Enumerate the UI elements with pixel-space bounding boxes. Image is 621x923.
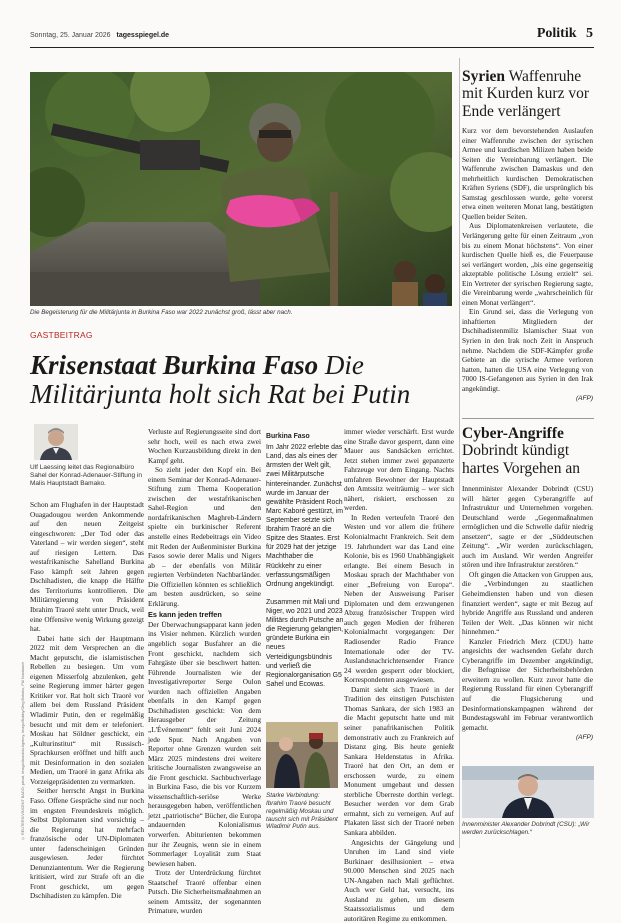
sidebar-cyber-headline <box>462 425 594 477</box>
paragraph: Kurz vor dem bevorstehenden Auslaufen einer Waffenruhe zwischen der syrischen Armee und kurdischen Milizen haben beide Seiten die Vereinbarung verlängert. Die Waffenruhe zwischen Damaskus und den mehrheitlich kurdischen Demokratischen Kräften Syriens (SDF), die ursprünglich bis Samstag geschlossen wurde, gelte vorerst etwa einen weiteren Monat lang, bestätigten Quellen beider Seiten. <box>462 126 593 221</box>
putin-traore-photo <box>266 722 338 788</box>
headline-rest: Die Militärjunta holt sich Rat bei Putin <box>30 350 411 410</box>
article-column-2 <box>148 427 261 916</box>
paragraph: Angesichts der Gängelung und Unruhen im Land sind viele Burkinaer desillusioniert – etwa 90.000 Menschen sind 2025 nach UN-Angaben nach Mali geflüchtet. Auch wer Geld hat, versucht, ins Ausland zu gehen, um diesem Staatssozialismus und dem autoritären Regime zu entkommen. <box>344 837 454 923</box>
author-caption: Ulf Laessing leitet das Regionalbüro Sahel der Konrad-Adenauer-Stiftung in Malis Hauptstadt Bamako. <box>30 464 143 488</box>
dobrindt-photo <box>462 766 594 818</box>
site-name: tagesspiegel.de <box>116 32 170 39</box>
source-tag: (AFP) <box>576 734 593 742</box>
putin-traore-caption: Starke Verbindung: Ibrahim Traoré besucht regelmäßig Moskau und tauscht sich mit Präsident Wladimir Putin aus. <box>266 792 338 831</box>
syria-title-bold: Syrien <box>462 68 506 85</box>
paragraph: Ein Grund sei, dass die Verlegung von inhaftierten Mitgliedern der Dschihadistenmiliz Islamischer Staat von Syrien in den Irak noch Zeit in Anspruch nehme. Nachdem die SDF-Kämpfer große Gebiete an die syrische Armee verloren hatten, hatten die USA eine Verlegung von 7000 IS-Gefangenen aus Syrien in den Irak angekündigt. <box>462 307 593 393</box>
source-tag: (AFP) <box>576 395 593 403</box>
sidebar-cyber-body <box>462 484 593 743</box>
header-rule <box>30 47 594 48</box>
paragraph: Der Überwachungsapparat kann jeden ins Visier nehmen. Kürzlich wurden angeblich sogar Busfahrer an die Front geschickt, nachdem sich Fahrgäste über sie beschwert hatten. Führende Journalisten wie der Investigativreporter Serge Oulon wurden nach offiziellen Angaben ebenfalls in den Kampf gegen Dschihadisten geschickt: Von dem Herausgeber der Zeitung „L'Événement“ fehlt seit Juni 2024 jede Spur. Nach Angaben von Reporter ohne Grenzen wurden seit März 2025 mindestens drei weitere kritische Journalisten zwangsweise an die Front geschickt. Sachbuchverlage in Burkina Faso, die bis vor Kurzem wissenschaftlich-seriöse Werke herausgegeben haben, veröffentlichen jetzt „patriotische“ Bücher, die Europa andauernden Kolonialismus vorwerfen. Abiturienten bekommen nur ihr Zeugnis, wenn sie in einem Sommerlager Loyalität zum Staat bewiesen haben. <box>148 619 261 868</box>
paragraph: immer wieder verschärft. Erst wurde eine Straße davor gesperrt, dann eine Mauer aus Sandsäcken errichtet. Jetzt stehen immer zwei gepanzerte Fahrzeuge vor dem Eingang. Nachts umfahren Bewohner der Hauptstadt den Amtssitz weiträumig – wer sich nähert, riskiert, erschossen zu werden. <box>344 427 454 513</box>
paragraph: Seither herrscht Angst in Burkina Faso. Offene Gespräche sind nur noch im engsten Freundeskreis möglich. Selbst Diplomaten sind vorsichtig – die Regierung hat mehrfach französische oder UN-Diplomaten unter fadenscheinigen Gründen ausgewiesen. Jeder fürchtet Denunziantentum. Wer die Regierung kritisiert, wird zur Strafe oft an die Front geschickt, um gegen Dschihadisten zu kämpfen. Die <box>30 786 144 901</box>
paragraph: Verluste auf Regierungsseite sind dort sehr hoch, weil es nach etwa zwei Wochen Kurzausbildung direkt in den Kampf geht. <box>148 427 261 465</box>
sidebar-divider <box>459 58 460 848</box>
info-box-title: Burkina Faso <box>266 433 310 440</box>
sidebar-syria-headline <box>462 68 594 120</box>
issue-date: Sonntag, 25. Januar 2026 <box>30 32 111 39</box>
paragraph: Trotz der Unterdrückung fürchtet Staatschef Traoré offenbar einen Putsch. Die Sicherheitsmaßnahmen an seinem Amtssitz, der sogenannten Primature, wurden <box>148 868 261 916</box>
section-header <box>537 26 593 42</box>
paragraph: Kanzler Friedrich Merz (CDU) hatte angesichts der wachsenden Gefahr durch Cyberangriffe im Dezember angekündigt, die Befugnisse der Sicherheitsbehörden erweitern zu wollen. Kurz zuvor hatte die Regierung Russland für einen Cyberangriff auf die Flugsicherung und Desinformationskampagnen während der Bundestagswahl im Februar verantwortlich gemacht. <box>462 636 593 732</box>
article-kicker: GASTBEITRAG <box>30 330 93 340</box>
author-photo <box>34 424 78 460</box>
syria-title-rest: Waffenruhe mit Kurden kurz vor Ende verlängert <box>462 68 589 120</box>
section-name: Politik <box>536 26 577 41</box>
headline-bold: Krisenstaat Burkina Faso <box>30 350 319 380</box>
subheading: Es kann jeden treffen <box>148 610 222 620</box>
paragraph: Oft gingen die Attacken von Gruppen aus, die „Verbindungen zu staatlichen Geheimdiensten haben und von diesen finanziert werden“, sagte er mit Bezug auf hybride Angriffe aus Russland und anderen Teilen der Welt. „Das können wir nicht hinnehmen.“ <box>462 569 593 637</box>
paragraph: Aus Diplomatenkreisen verlautete, die Verlängerung gelte für einen Zeitraum „von bis zu einem Monat höchstens“. Von einer kurdischen Quelle hieß es, die Feuerpause sei verlängert worden, „bis eine gegenseitig akzeptable politische Lösung erzielt“ sei. Ein Vertreter der syrischen Regierung sagte, die Vereinbarung werde „wahrscheinlich für einen Monat verlängert“. <box>462 221 593 307</box>
paragraph: Damit sieht sich Traoré in der Tradition des einstigen Putschisten Thomas Sankara, der sich 1983 an die Macht geputscht hatte und mit seiner panafrikanischen Politik demonstrativ auch zu Frankreich auf Distanz ging. Bis heute genießt Sankara Heldenstatus in Afrika. Traoré hat den Ort, an dem er erschossen wurde, zu einem Monument umgebaut und dessen sterbliche Überreste dorthin verlegt. Besucher werden vor dem Grab ermahnt, sich zu verneigen. Auf auf Plakaten lässt sich der Traoré neben Sankara abbilden. <box>344 684 454 837</box>
article-column-1 <box>30 500 144 901</box>
page-number: 5 <box>586 26 593 41</box>
sidebar-syria-body <box>462 126 593 404</box>
article-column-4 <box>344 427 454 923</box>
cyber-title-rest: Dobrindt kündigt hartes Vorgehen an <box>462 442 580 477</box>
info-box-paragraph: Zusammen mit Mali und Niger, wo 2021 und 2023 Militärs durch Putsche an die Regierung gelangten, gründete Burkina ein neues Verteidigungsbündnis und verließ die Regionalorganisation G5 Sahel und Ecowas. <box>266 598 344 688</box>
paragraph: In Reden verteufeln Traoré den Westen und vor allem die frühere Kolonialmacht Frankreich. Seit dem 19. Jahrhundert war das Land eine Kolonie, bis es 1960 Unabhängigkeit erlangte. Bei einem Besuch in Moskau sprach der Machthaber von einer „Befreiung von Europa“. Neben der Ausweisung Pariser Diplomaten und dem erzwungenen Abzug französischer Truppen wird auch gegen Medien der früheren Kolonialmacht vorgegangen: Der Radiosender Radio France Internationale oder der TV-Auslandsnachrichtensender France 24 werden gesperrt oder blockiert, Korrespondenten ausgewiesen. <box>344 512 454 685</box>
main-photo <box>30 72 452 306</box>
header-meta <box>30 32 169 39</box>
main-photo-caption: Die Begeisterung für die Militärjunta in Burkina Faso war 2022 zunächst groß, lässt aber nach. <box>30 309 293 316</box>
sidebar-separator <box>462 418 594 419</box>
photo-credits: © REUTERS/VINCENT BADO, privat, Imago/Anadolu Agency, Imago/Bobby/Oleg Bobsko, Pål Nussbach <box>21 662 25 840</box>
cyber-title-bold: Cyber-Angriffe <box>462 425 564 442</box>
info-box-paragraph: Im Jahr 2022 erlebte das Land, das als eines der ärmsten der Welt gilt, zwei Militärputsche hintereinander. Zunächst wurde im Januar der gewählte Präsident Roch Marc Kaboré gestürzt, im September setzte sich Ibrahim Traoré an die Spitze des Staates. Erst für 2029 hat der jetzige Machthaber die Rückkehr zu einer verfassungsmäßigen Ordnung angekündigt. <box>266 444 343 588</box>
article-headline <box>30 351 455 409</box>
paragraph: So zieht jeder den Kopf ein. Bei einem Seminar der Konrad-Adenauer-Stiftung zum Thema Kooperation zwischen der westafrikanischen Sahel-Region und den nordafrikanischen Maghreb-Ländern spielte ein burkinischer Referent anstelle eines Redebeitrags ein Video mit Reden der Außenminister Burkina Fasos sowie derer Malis und Nigers ab – der ebenfalls von Militär regierten Verbündeten Nachbarländer. Die Offiziellen könnten es schließlich am besten ausdrücken, so seine Erklärung. <box>148 465 261 608</box>
info-box <box>266 432 344 689</box>
dobrindt-caption: Innenminister Alexander Dobrindt (CSU): „Wir werden zurückschlagen.“ <box>462 821 590 836</box>
paragraph: Innenminister Alexander Dobrindt (CSU) will härter gegen Cyberangriffe auf Infrastruktur und Unternehmen vorgehen. Deutschland werde „Gegenmaßnahmen ermöglichen und die Schwelle dafür niedrig ansetzen“, sagte er der „Süddeutschen Zeitung“. „Wir werden zurückschlagen, auch im Ausland. Wir werden Angreifer stören und ihre Infrastruktur zerstören.“ <box>462 484 593 570</box>
paragraph: Dabei hatte sich der Hauptmann 2022 mit dem Versprechen an die Macht geputscht, die islamistischen Rebellen zu besiegen. Um vom eigenen Misserfolg abzulenken, geht seine Regierung immer härter gegen Kritiker vor. Rat holt sich Traoré vor allem bei dem Russland Präsident Wladimir Putin, den er regelmäßig besucht und mit dem er telefoniert. Moskau hat Söldner geschickt, ein „Kulturinstitut“ mit Russisch-Sprachkursen eröffnet und hilft auch mit Desinformation in den sozialen Medien, um Traoré in ganz Afrika als Vorzeigepräsidenten zu vermarkten. <box>30 633 144 786</box>
paragraph: Schon am Flughafen in der Hauptstadt Ouagadougou werden Ankommende auf den neuen Zeitgeist eingeschworen: „Der Tod oder das Vaterland – wir werden siegen“, steht auf riesigen Lettern. Das westafrikanische Sahelland Burkina Faso kämpft seit Jahren gegen Dschihadisten, die knapp die Hälfte des Territoriums kontrollieren. Die Militärregierung von Präsident Ibrahim Traoré steht unter Druck, weil eine Offensive wenig Wirkung gezeigt hat. <box>30 500 144 634</box>
